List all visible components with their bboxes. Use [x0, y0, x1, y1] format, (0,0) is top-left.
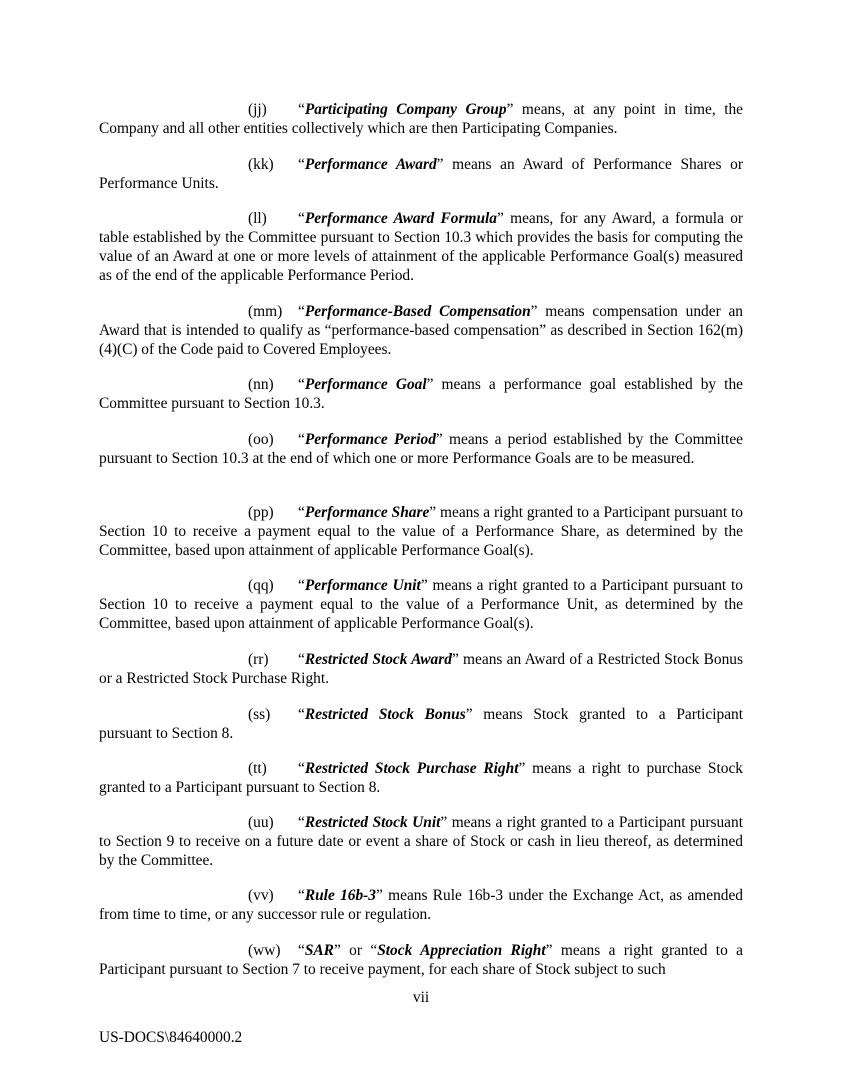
defined-term: Rule 16b-3	[304, 887, 376, 904]
definition-text: ” means an Award of a Restricted Stock Bonus or a Restricted Stock Purchase Right.	[99, 651, 743, 687]
definition-qq	[99, 576, 743, 633]
open-quote: “	[298, 942, 305, 959]
definition-text: ” means a right granted to a Participant pursuant to Section 10 to receive a payment equal to the value of a Performance Unit, as determined by the Committee, based upon attainment of applicable Performance Goal(s).	[99, 577, 743, 632]
open-quote: “	[298, 887, 305, 904]
open-quote: “	[298, 651, 305, 668]
defined-term: Performance Award Formula	[304, 210, 497, 227]
definition-ll	[99, 209, 743, 285]
definition-text: ” means, for any Award, a formula or table established by the Committee pursuant to Section 10.3 which provides the basis for computing the value of an Award at one or more levels of attainment of the applicable Performance Goal(s) measured as of the end of the applicable Performance Period.	[99, 210, 744, 284]
page-number: vii	[412, 989, 430, 1006]
definition-number: (rr)	[248, 651, 269, 668]
definition-mm	[99, 302, 743, 359]
definition-text: ” means a right granted to a Participant pursuant to Section 10 to receive a payment equal to the value of a Performance Share, as determined by the Committee, based upon attainment of applicable Performance Goal(s).	[99, 504, 743, 559]
definition-text: ” means compensation under an Award that is intended to qualify as “performance-based compensation” as described in Section 162(m)(4)(C) of the Code paid to Covered Employees.	[99, 303, 744, 358]
definition-ss	[99, 705, 743, 743]
definition-text: ” means a performance goal established by the Committee pursuant to Section 10.3.	[99, 376, 743, 412]
open-quote: “	[298, 101, 305, 118]
definition-text: ” means a period established by the Committee pursuant to Section 10.3 at the end of which one or more Performance Goals are to be measured.	[99, 431, 743, 467]
defined-term: Participating Company Group	[304, 101, 507, 118]
definition-pp	[99, 503, 743, 560]
definition-number: (ww)	[248, 942, 281, 959]
definition-number: (pp)	[248, 504, 274, 521]
defined-term: Restricted Stock Bonus	[304, 706, 466, 723]
quote-joiner: ” or “	[333, 942, 378, 959]
definition-number: (ll)	[248, 210, 267, 227]
definition-text: ” means a right granted to a Participant pursuant to Section 9 to receive on a future date or event a share of Stock or cash in lieu thereof, as determined by the Committee.	[99, 814, 743, 869]
definition-jj	[99, 100, 743, 138]
definition-text: ” means Stock granted to a Participant pursuant to Section 8.	[99, 706, 743, 742]
defined-term: Restricted Stock Purchase Right	[304, 760, 519, 777]
open-quote: “	[298, 210, 305, 227]
definition-number: (vv)	[248, 887, 274, 904]
definition-number: (nn)	[248, 376, 274, 393]
definition-rr	[99, 650, 743, 688]
open-quote: “	[298, 431, 305, 448]
open-quote: “	[298, 376, 305, 393]
definition-ww	[99, 941, 743, 979]
definition-vv	[99, 886, 743, 924]
defined-term: SAR	[304, 942, 334, 959]
open-quote: “	[298, 303, 305, 320]
definition-number: (qq)	[248, 577, 274, 594]
defined-term: Performance Share	[304, 504, 430, 521]
definition-text: ” means a right to purchase Stock granted to a Participant pursuant to Section 8.	[99, 760, 743, 796]
document-id: US-DOCS\84640000.2	[99, 1029, 243, 1046]
definition-tt	[99, 759, 743, 797]
definition-number: (kk)	[248, 156, 274, 173]
open-quote: “	[298, 577, 305, 594]
defined-term: Performance Period	[304, 431, 436, 448]
defined-term: Performance Unit	[304, 577, 421, 594]
definition-uu	[99, 813, 743, 870]
definition-number: (oo)	[248, 431, 274, 448]
open-quote: “	[298, 504, 305, 521]
definition-text: ” means an Award of Performance Shares or Performance Units.	[99, 156, 743, 192]
defined-term: Performance Goal	[304, 376, 427, 393]
definition-text: ” means, at any point in time, the Company and all other entities collectively which are then Participating Companies.	[99, 101, 744, 137]
open-quote: “	[298, 760, 305, 777]
definition-text: ” means Rule 16b-3 under the Exchange Act, as amended from time to time, or any successor rule or regulation.	[99, 887, 743, 923]
definition-number: (uu)	[248, 814, 274, 831]
definition-oo	[99, 430, 743, 468]
open-quote: “	[298, 156, 305, 173]
definition-text: ” means a right granted to a Participant pursuant to Section 7 to receive payment, for each share of Stock subject to such	[99, 942, 743, 978]
definition-nn	[99, 375, 743, 413]
defined-term: Performance Award	[304, 156, 437, 173]
definition-kk	[99, 155, 743, 193]
open-quote: “	[298, 814, 305, 831]
definition-number: (jj)	[248, 101, 267, 118]
defined-term: Restricted Stock Award	[304, 651, 452, 668]
defined-term-alt: Stock Appreciation Right	[377, 942, 546, 959]
definition-number: (ss)	[248, 706, 271, 723]
open-quote: “	[298, 706, 305, 723]
defined-term: Performance-Based Compensation	[304, 303, 531, 320]
defined-term: Restricted Stock Unit	[304, 814, 441, 831]
definition-number: (mm)	[248, 303, 283, 320]
definition-number: (tt)	[248, 760, 267, 777]
